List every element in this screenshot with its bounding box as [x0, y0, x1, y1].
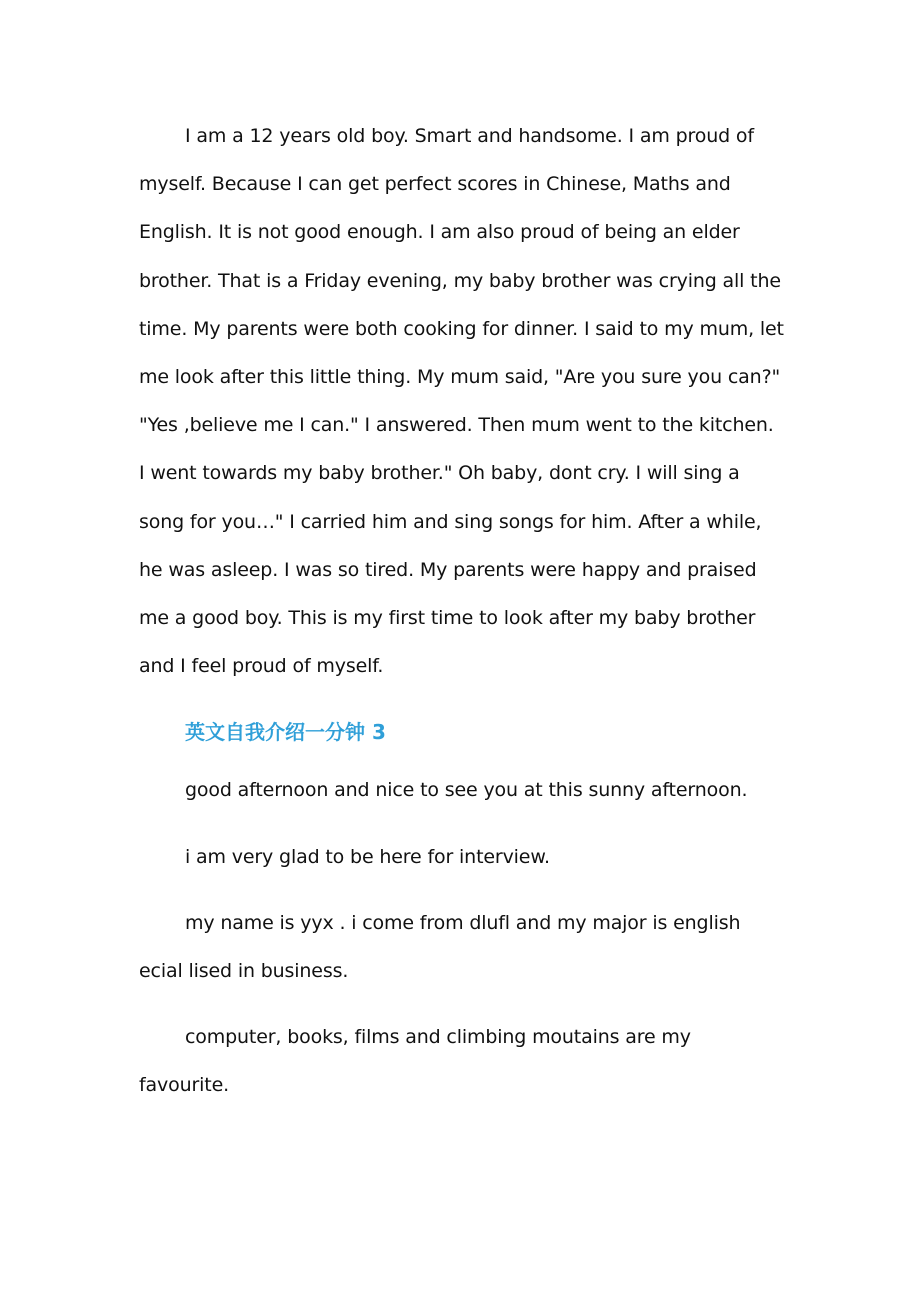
- section-heading: 英文自我介绍一分钟 3: [185, 720, 386, 745]
- name-major-paragraph: my name is yyx . i come from dlufl and my major is english ecial lised in business.: [139, 911, 741, 983]
- interview-paragraph: i am very glad to be here for interview.: [185, 845, 550, 868]
- story-paragraph: I am a 12 years old boy. Smart and handsome. I am proud of myself. Because I can get perfect scores in Chinese, Maths and English. It is not good enough. I am also proud of being an elder brother. That is a Friday evening, my baby brother was crying all the time. My parents were both cooking for dinner. I said to my mum, let me look after this little thing. My mum said, "Are you sure you can?" "Yes ,believe me I can." I answered. Then mum went to the kitchen. I went towards my baby brother." Oh baby, dont cry. I will sing a song for you…" I carried him and sing songs for him. After a while, he was asleep. I was so tired. My parents were happy and praised me a good boy. This is my first time to look after my baby brother and I feel proud of myself.: [139, 125, 784, 678]
- hobbies-paragraph: computer, books, films and climbing moutains are my favourite.: [139, 1026, 691, 1097]
- document-body: [139, 112, 784, 1128]
- greeting-paragraph: good afternoon and nice to see you at this sunny afternoon.: [185, 779, 748, 802]
